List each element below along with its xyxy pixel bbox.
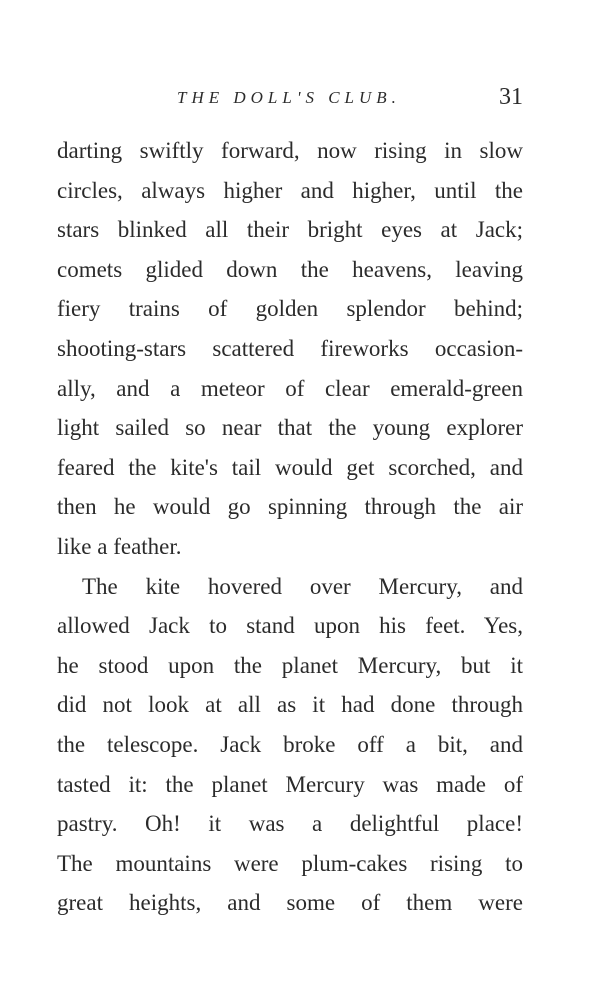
text-line: then he would go spinning through the air	[57, 494, 523, 520]
page-number: 31	[499, 84, 523, 110]
text-line: stars blinked all their bright eyes at Jack;	[57, 217, 523, 243]
body-text	[57, 131, 523, 923]
text-line: like a feather.	[57, 533, 182, 559]
paragraph	[57, 567, 523, 923]
text-line: he stood upon the planet Mercury, but it	[57, 652, 523, 678]
text-line: circles, always higher and higher, until the	[57, 177, 523, 203]
text-line: The kite hovered over Mercury, and	[82, 573, 523, 599]
text-line: the telescope. Jack broke off a bit, and	[57, 731, 523, 757]
text-line: fiery trains of golden splendor behind;	[57, 296, 523, 322]
text-line: comets glided down the heavens, leaving	[57, 256, 523, 282]
text-line: pastry. Oh! it was a delightful place!	[57, 811, 523, 837]
page-header	[57, 84, 523, 118]
text-line: allowed Jack to stand upon his feet. Yes,	[57, 613, 523, 639]
running-title: THE DOLL'S CLUB.	[177, 88, 401, 107]
text-line: tasted it: the planet Mercury was made of	[57, 771, 523, 797]
text-line: ally, and a meteor of clear emerald-green	[57, 375, 523, 401]
text-line: shooting-stars scattered fireworks occasion-	[57, 335, 523, 361]
text-line: did not look at all as it had done through	[57, 692, 523, 718]
text-line: darting swiftly forward, now rising in slow	[57, 138, 523, 163]
text-line: light sailed so near that the young explorer	[57, 415, 523, 441]
text-line: feared the kite's tail would get scorched, and	[57, 454, 523, 480]
text-line: great heights, and some of them were	[57, 890, 523, 916]
paragraph	[57, 131, 523, 567]
text-line: The mountains were plum-cakes rising to	[57, 850, 523, 876]
